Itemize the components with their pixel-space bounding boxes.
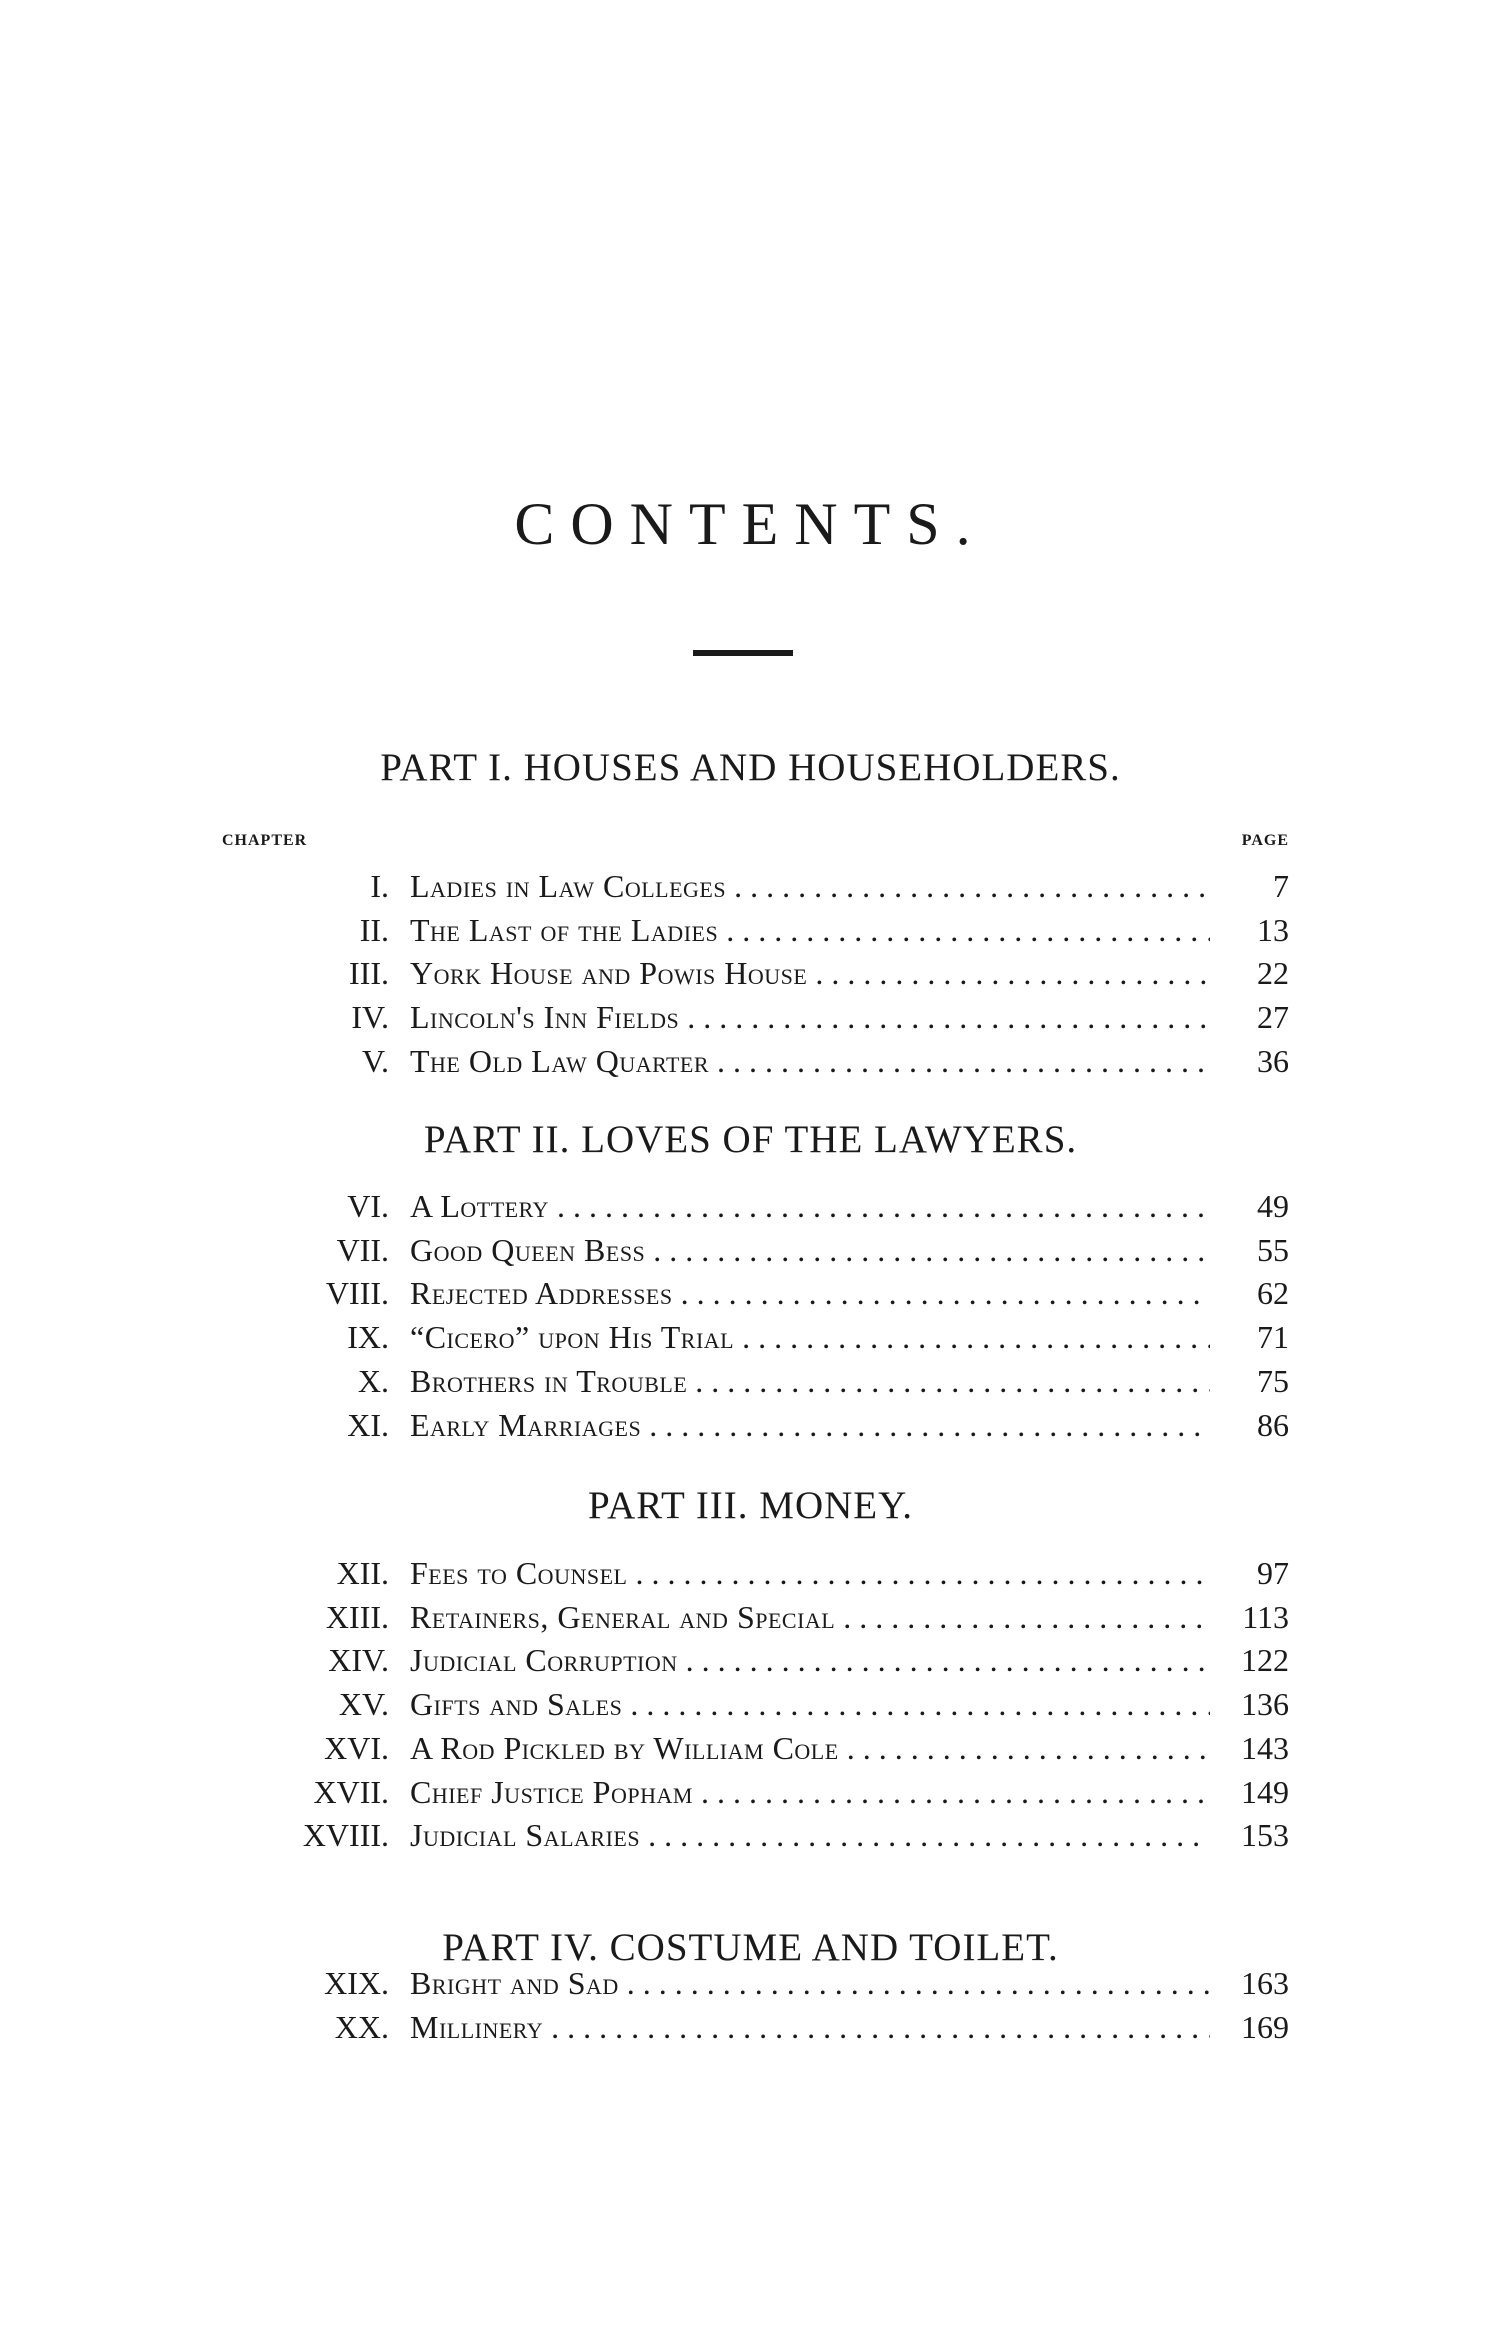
page-number: 62 xyxy=(1257,1275,1289,1312)
page-number: 97 xyxy=(1257,1555,1289,1591)
chapter-title: Judicial Corruption . . . xyxy=(410,1642,1210,1679)
toc-entry xyxy=(0,955,1501,995)
toc-entry xyxy=(0,1555,1501,1595)
chapter-number: VIII. xyxy=(325,1275,389,1312)
chapter-number: XV. xyxy=(338,1686,389,1723)
page-number: 71 xyxy=(1257,1319,1289,1356)
toc-entry xyxy=(0,1232,1501,1272)
toc-entry xyxy=(0,1730,1501,1770)
toc-entry xyxy=(0,1407,1501,1447)
page-number: 153 xyxy=(1241,1817,1289,1854)
chapter-title: York House and Powis House . . . xyxy=(410,955,1210,992)
chapter-number: VII. xyxy=(336,1231,389,1268)
page-number: 22 xyxy=(1257,955,1289,992)
chapter-number: IX. xyxy=(347,1319,389,1356)
toc-entry xyxy=(0,1774,1501,1814)
chapter-number: XVIII. xyxy=(302,1817,389,1854)
chapter-number: IV. xyxy=(351,999,389,1036)
page-number: 55 xyxy=(1257,1231,1289,1268)
page-number: 86 xyxy=(1257,1406,1289,1443)
chapter-number: XIII. xyxy=(325,1598,389,1635)
toc-entry xyxy=(0,868,1501,908)
toc-entry xyxy=(0,1817,1501,1857)
part-1-title: PART I. HOUSES AND HOUSEHOLDERS. xyxy=(380,746,1121,789)
chapter-number: XVI. xyxy=(324,1729,389,1766)
chapter-title: The Old Law Quarter . . . xyxy=(410,1043,1210,1080)
page-number: 169 xyxy=(1241,2008,1289,2045)
chapter-title: Bright and Sad . . . xyxy=(410,1965,1210,2002)
chapter-column-label: CHAPTER xyxy=(222,832,308,849)
chapter-title: Retainers, General and Special . . . xyxy=(410,1599,1210,1636)
page-number: 13 xyxy=(1257,911,1289,948)
toc-entry xyxy=(0,1965,1501,2005)
part-4-title: PART IV. COSTUME AND TOILET. xyxy=(442,1926,1059,1969)
chapter-title: Millinery . . . xyxy=(410,2009,1210,2046)
chapter-number: I. xyxy=(370,868,389,904)
chapter-title: Good Queen Bess . . . xyxy=(410,1232,1210,1269)
chapter-number: XX. xyxy=(334,2008,389,2045)
chapter-title: Brothers in Trouble . . . xyxy=(410,1363,1210,1400)
page-number: 49 xyxy=(1257,1188,1289,1224)
page-number: 136 xyxy=(1241,1686,1289,1723)
page-number: 7 xyxy=(1273,868,1289,904)
chapter-title: Gifts and Sales . . . xyxy=(410,1686,1210,1723)
part-2-title: PART II. LOVES OF THE LAWYERS. xyxy=(423,1118,1078,1161)
chapter-number: II. xyxy=(359,911,389,948)
page-number: 122 xyxy=(1241,1642,1289,1679)
chapter-title: The Last of the Ladies . . . xyxy=(410,912,1210,949)
page-column-label: PAGE xyxy=(1241,832,1289,849)
toc-entry xyxy=(0,912,1501,952)
chapter-number: XIV. xyxy=(328,1642,389,1679)
chapter-title: Rejected Addresses . . . xyxy=(410,1275,1210,1312)
toc-entry xyxy=(0,1642,1501,1682)
chapter-number: VI. xyxy=(347,1188,389,1224)
chapter-number: III. xyxy=(349,955,389,992)
page-number: 27 xyxy=(1257,999,1289,1036)
page-number: 113 xyxy=(1242,1598,1289,1635)
chapter-title: Lincoln's Inn Fields . . . xyxy=(410,999,1210,1036)
page-number: 149 xyxy=(1241,1773,1289,1810)
toc-entry xyxy=(0,1043,1501,1083)
chapter-title: Fees to Counsel . . . xyxy=(410,1555,1210,1592)
page-number: 143 xyxy=(1241,1729,1289,1766)
toc-entry xyxy=(0,1363,1501,1403)
chapter-title: Ladies in Law Colleges . . . xyxy=(410,868,1210,905)
page-title: CONTENTS. xyxy=(514,491,987,557)
chapter-number: XIX. xyxy=(324,1965,389,2001)
chapter-number: X. xyxy=(357,1362,389,1399)
chapter-title: Judicial Salaries . . . xyxy=(410,1817,1210,1854)
part-3-title: PART III. MONEY. xyxy=(588,1484,913,1527)
chapter-number: V. xyxy=(362,1042,389,1079)
page-number: 163 xyxy=(1241,1965,1289,2001)
toc-entry xyxy=(0,1275,1501,1315)
chapter-title: A Lottery . . . xyxy=(410,1188,1210,1225)
page-number: 36 xyxy=(1257,1042,1289,1079)
chapter-title: A Rod Pickled by William Cole . . . xyxy=(410,1730,1210,1767)
page-number: 75 xyxy=(1257,1362,1289,1399)
toc-entry xyxy=(0,2009,1501,2049)
toc-entry xyxy=(0,1188,1501,1228)
chapter-number: XII. xyxy=(336,1555,389,1591)
chapter-title: “Cicero” upon His Trial . . . xyxy=(410,1319,1210,1356)
chapter-number: XI. xyxy=(347,1406,389,1443)
toc-entry xyxy=(0,1319,1501,1359)
toc-entry xyxy=(0,1686,1501,1726)
toc-entry xyxy=(0,999,1501,1039)
chapter-title: Chief Justice Popham . . . xyxy=(410,1774,1210,1811)
chapter-number: XVII. xyxy=(313,1773,389,1810)
title-rule xyxy=(693,650,793,656)
chapter-title: Early Marriages . . . xyxy=(410,1407,1210,1444)
toc-entry xyxy=(0,1599,1501,1639)
